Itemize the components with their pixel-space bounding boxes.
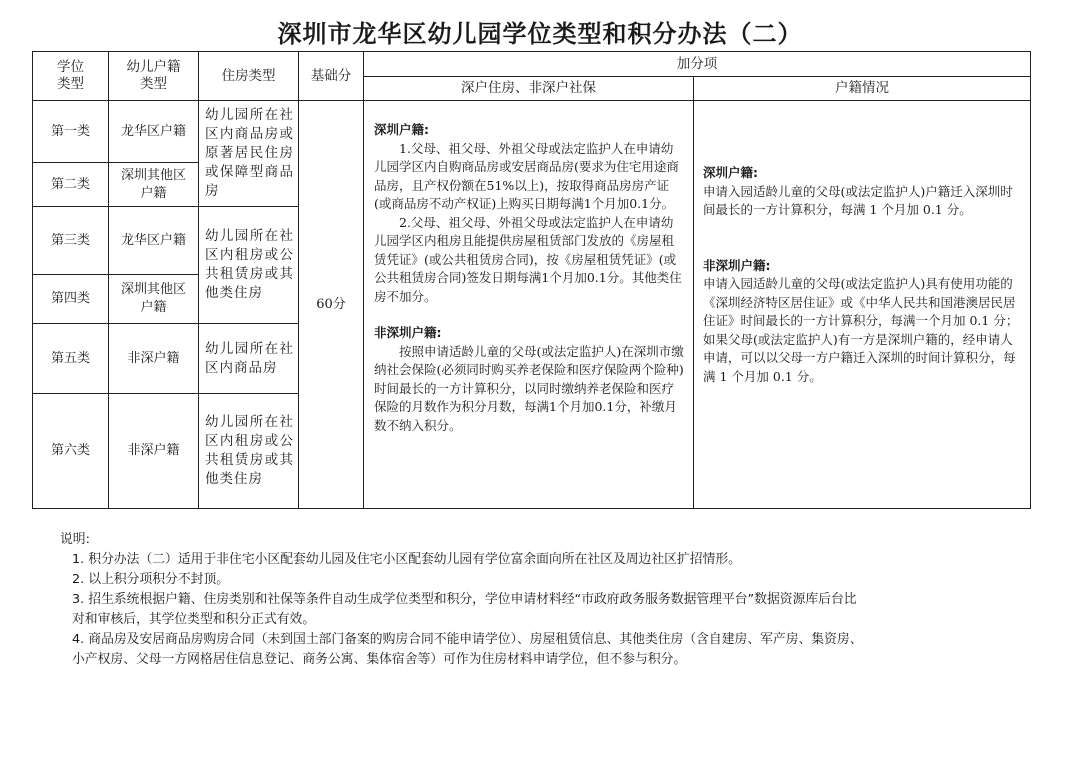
bonus-hukou-sz-p1: 申请入园适龄儿童的父母(或法定监护人)户籍迁入深圳时间最长的一方计算积分，每满 1 个月加 0.1 分。 xyxy=(703,183,1013,217)
row-type-4: 第四类 xyxy=(33,275,109,324)
bonus-housing-nsz-p1: 按照申请适龄儿童的父母(或法定监护人)在深圳市缴纳社会保险(必须同时购买养老保险和医疗保险两个险种)时间最长的一方计算积分，以同时缴纳养老保险和医疗保险的月数作为积分月数，每满1个月加0.1分，补缴月数不纳入积分。 xyxy=(374,343,684,433)
housing-group-1: 幼儿园所在社区内商品房或原著居民住房或保障型商品房 xyxy=(199,101,299,207)
row-hukou-6: 非深户籍 xyxy=(109,394,199,509)
page-title: 深圳市龙华区幼儿园学位类型和积分办法（二） xyxy=(277,20,803,48)
housing-group-4: 幼儿园所在社区内租房或公共租赁房或其他类住房 xyxy=(199,394,299,509)
header-bonus-housing: 深户住房、非深户社保 xyxy=(364,77,694,101)
row-hukou-4-line1: 深圳其他区 xyxy=(120,282,186,297)
row-type-3: 第三类 xyxy=(33,207,109,275)
row-hukou-2 xyxy=(109,163,199,207)
row-hukou-5: 非深户籍 xyxy=(109,324,199,394)
bonus-hukou-cell xyxy=(694,101,1031,509)
header-housing-type: 住房类型 xyxy=(199,52,299,101)
row-hukou-2-line2: 户籍 xyxy=(140,185,167,201)
note-2: 2. 以上积分项积分不封顶。 xyxy=(72,572,230,587)
bonus-hukou-nsz-title: 非深圳户籍: xyxy=(703,257,771,273)
housing-group-3: 幼儿园所在社区内商品房 xyxy=(199,324,299,394)
note-3-line1: 3. 招生系统根据户籍、住房类别和社保等条件自动生成学位类型和积分，学位申请材料经“市政府政务服务数据管理平台”数据资源库后台比 xyxy=(72,592,857,607)
row-type-6: 第六类 xyxy=(33,394,109,509)
bonus-hukou-sz-title: 深圳户籍: xyxy=(703,165,758,180)
bonus-housing-sz-p1: 1.父母、祖父母、外祖父母或法定监护人在申请幼儿园学区内自购商品房或安居商品房(要求为住宅用途商品房，且产权份额在51%以上)，按取得商品房房产证(或商品房不动产权证)上购买日期每满1个月加0.1分。 xyxy=(374,140,679,211)
header-hukou-type xyxy=(109,52,199,101)
row-hukou-3: 龙华区户籍 xyxy=(109,207,199,275)
row-hukou-1: 龙华区户籍 xyxy=(109,101,199,163)
header-bonus-hukou: 户籍情况 xyxy=(694,77,1031,101)
note-3-line2: 对和审核后，其学位类型和积分正式有效。 xyxy=(72,612,316,627)
row-hukou-4-line2: 户籍 xyxy=(140,300,167,315)
bonus-housing-sz-p2: 2.父母、祖父母、外祖父母或法定监护人在申请幼儿园学区内租房且能提供房屋租赁部门发放的《房屋租赁凭证》(或公共租赁房合同)，按《房屋租赁凭证》(或公共租赁房合同)签发日期每满1个月加0.1分。其他类住房不加分。 xyxy=(374,214,682,304)
bonus-housing-nsz-title: 非深圳户籍: xyxy=(374,325,442,340)
header-base-score: 基础分 xyxy=(299,52,364,101)
header-degree-type-line2: 类型 xyxy=(57,76,84,92)
spacer xyxy=(374,306,685,324)
points-table xyxy=(32,51,1031,509)
row-hukou-2-line1: 深圳其他区 xyxy=(120,167,186,183)
header-bonus: 加分项 xyxy=(364,52,1031,77)
header-hukou-type-line2: 类型 xyxy=(140,76,167,92)
header-degree-type xyxy=(33,52,109,101)
row-type-1: 第一类 xyxy=(33,101,109,163)
spacer xyxy=(703,220,1022,257)
note-1: 1. 积分办法（二）适用于非住宅小区配套幼儿园及住宅小区配套幼儿园有学位富余面向所在社区及周边社区扩招情形。 xyxy=(72,552,741,567)
base-score-cell: 60分 xyxy=(299,101,364,509)
housing-group-2: 幼儿园所在社区内租房或公共租赁房或其他类住房 xyxy=(199,207,299,324)
note-4-line2: 小产权房、父母一方网格居住信息登记、商务公寓、集体宿舍等）可作为住房材料申请学位，但不参与积分。 xyxy=(72,652,687,667)
bonus-hukou-nsz-p1: 申请入园适龄儿童的父母(或法定监护人)具有使用功能的《深圳经济特区居住证》或《中华人民共和国港澳居民居住证》时间最长的一方计算积分，每满一个月加 0.1 分；如果父母(或法定监护人)有一方是深圳户籍的，经申请人申请，可以以父母一方户籍迁入深圳的时间计算积分，每满 1 个月加 0.1 分。 xyxy=(703,276,1019,384)
bonus-housing-cell xyxy=(364,101,694,509)
notes-heading: 说明: xyxy=(60,532,90,547)
row-type-5: 第五类 xyxy=(33,324,109,394)
header-hukou-type-line1: 幼儿户籍 xyxy=(126,59,181,75)
row-type-2: 第二类 xyxy=(33,163,109,207)
note-4-line1: 4. 商品房及安居商品房购房合同（未到国土部门备案的购房合同不能申请学位）、房屋租赁信息、其他类住房（含自建房、军产房、集资房、 xyxy=(72,632,863,647)
header-degree-type-line1: 学位 xyxy=(57,59,84,75)
notes-section xyxy=(60,530,1040,670)
row-hukou-4 xyxy=(109,275,199,324)
bonus-housing-sz-title: 深圳户籍: xyxy=(374,122,429,137)
